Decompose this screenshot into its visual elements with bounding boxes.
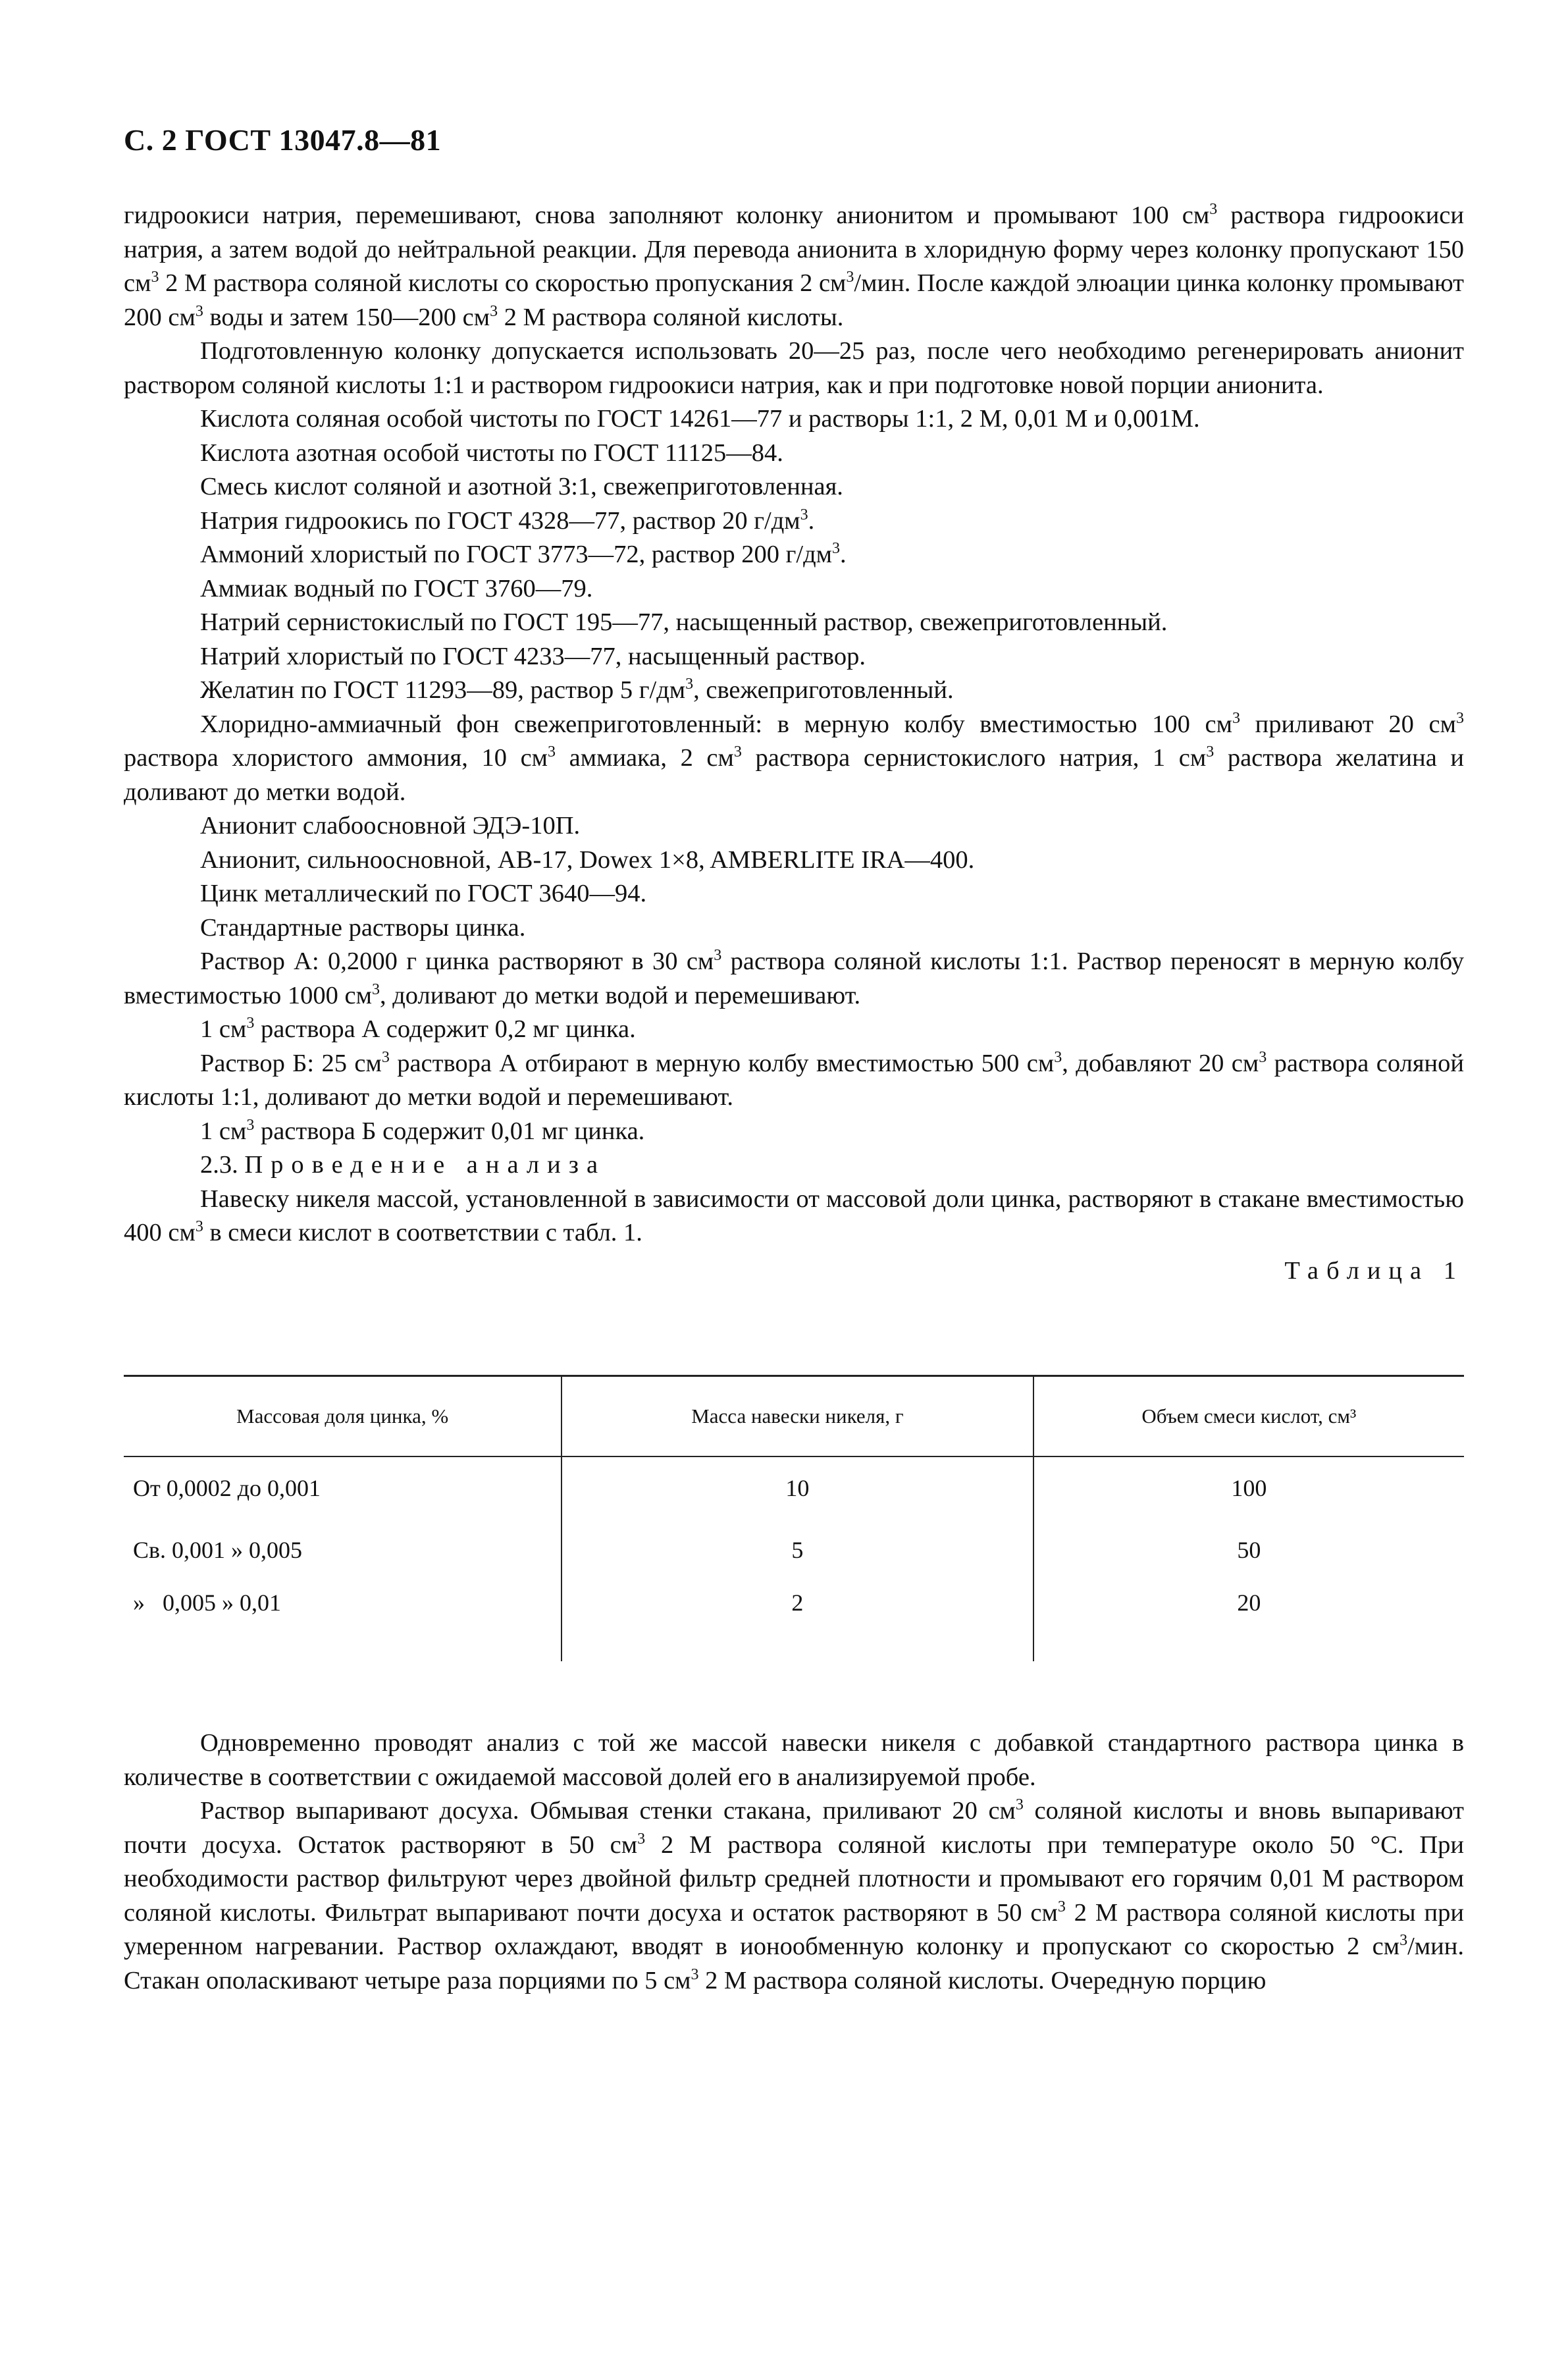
paragraph: Одновременно проводят анализ с той же массой навески никеля с добавкой стандартного раствора цинка в количестве в соответствии с ожидаемой массовой долей его в анализируемой пробе. — [124, 1729, 1464, 1791]
reagent-item: Раствор Б: 25 $см^3$ раствора А отбирают в мерную колбу вместимостью 500 $см^3$, добавляют 20 $см^3$ раствора соляной кислоты 1:1, доливают до метки водой и перемешивают. — [124, 1048, 1464, 1111]
reagent-item: Раствор А: 0,2000 г цинка растворяют в 30 $см^3$ раствора соляной кислоты 1:1. Раствор переносят в мерную колбу вместимостью 1000 $см^3$, доливают до метки водой и перемешивают. — [124, 947, 1464, 1009]
table-cell: 5 — [562, 1519, 1033, 1581]
table-row — [124, 1581, 1464, 1661]
table-cell: 100 — [1033, 1456, 1464, 1519]
paragraph: Подготовленную колонку допускается использовать 20—25 раз, после чего необходимо регенерировать анионит раствором соляной кислоты 1:1 и раствором гидроокиси натрия, как и при подготовке новой порции анионита. — [124, 337, 1464, 399]
text-block-lower — [124, 1726, 1464, 1998]
table-cell: 20 — [1033, 1581, 1464, 1661]
page-header: С. 2 ГОСТ 13047.8—81 — [124, 123, 442, 157]
reagent-item: Натрий хлористый по ГОСТ 4233—77, насыщенный раствор. — [200, 642, 866, 670]
table-cell: » 0,005 » 0,01 — [124, 1581, 562, 1661]
reagent-item: Желатин по ГОСТ 11293—89, раствор 5 $г/дм^3$, свежеприготовленный. — [200, 676, 954, 704]
table-header-cell: Объем смеси кислот, см³ — [1033, 1376, 1464, 1457]
reagent-item: 1 $см^3$ раствора Б содержит 0,01 мг цинка. — [200, 1116, 645, 1145]
reagent-item: Кислота азотная особой чистоты по ГОСТ 11125—84. — [200, 439, 783, 467]
reagent-item: Аммоний хлористый по ГОСТ 3773—72, раствор 200 $г/дм^3$. — [200, 540, 847, 568]
reagent-item: Кислота соляная особой чистоты по ГОСТ 14261—77 и растворы 1:1, 2 М, 0,01 М и 0,001М. — [200, 405, 1200, 433]
table-row — [124, 1456, 1464, 1519]
table-row — [124, 1519, 1464, 1581]
text-block-upper — [124, 199, 1464, 1288]
section-title: Проведение анализа — [244, 1151, 606, 1179]
paragraph: Раствор выпаривают досуха. Обмывая стенки стакана, приливают 20 $см^3$ соляной кислоты и вновь выпаривают почти досуха. Остаток растворяют в 50 $см^3$ 2 М раствора соляной кислоты при температуре около 50 °С. При необходимости раствор фильтруют через двойной фильтр средней плотности и промывают его горячим 0,01 М раствором соляной кислоты. Фильтрат выпаривают почти досуха и остаток растворяют в 50 $см^3$ 2 М раствора соляной кислоты при умеренном нагревании. Раствор охлаждают, вводят в ионообменную колонку и пропускают со скоростью 2 $см^3$/мин. Стакан ополаскивают четыре раза порциями по 5 $см^3$ 2 М раствора соляной кислоты. Очередную порцию — [124, 1796, 1465, 1994]
table-cell: 2 — [562, 1581, 1033, 1661]
section-number: 2.3. — [200, 1151, 238, 1179]
reagent-item: 1 $см^3$ раствора А содержит 0,2 мг цинка. — [200, 1015, 636, 1043]
paragraph: Навеску никеля массой, установленной в зависимости от массовой доли цинка, растворяют в стакане вместимостью 400 $см^3$ в смеси кислот в соответствии с табл. 1. — [124, 1185, 1464, 1246]
table-cell: Св. 0,001 » 0,005 — [124, 1519, 562, 1581]
reagent-item: Анионит, сильноосновной, АВ-17, Dowex 1×8, AMBERLITE IRA—400. — [200, 845, 975, 874]
reagent-item: Смесь кислот соляной и азотной 3:1, свежеприготовленная. — [200, 473, 843, 500]
table-cell: 50 — [1033, 1519, 1464, 1581]
section-heading — [124, 1148, 1464, 1183]
table-header-cell: Массовая доля цинка, % — [124, 1376, 562, 1457]
table-cell: От 0,0002 до 0,001 — [124, 1456, 562, 1519]
paragraph: гидроокиси натрия, перемешивают, снова заполняют колонку анионитом и промывают 100 $см^3$ раствора гидроокиси натрия, а затем водой до нейтральной реакции. Для перевода анионита в хлоридную форму через колонку пропускают 150 $см^3$ 2 М раствора соляной кислоты со скоростью пропускания 2 $см^3$/мин. После каждой элюации цинка колонку промывают 200 $см^3$ воды и затем 150—200 $см^3$ 2 М раствора соляной кислоты. — [124, 201, 1464, 331]
reagent-item: Анионит слабоосновной ЭДЭ-10П. — [200, 812, 581, 840]
table-cell: 10 — [562, 1456, 1033, 1519]
reagent-item: Хлоридно-аммиачный фон свежеприготовленный: в мерную колбу вместимостью 100 $см^3$ приливают 20 $см^3$ раствора хлористого аммония, 10 $см^3$ аммиака, 2 $см^3$ раствора сернистокислого натрия, 1 $см^3$ раствора желатина и доливают до метки водой. — [124, 709, 1465, 806]
table-header-row — [124, 1376, 1464, 1457]
reagent-item: Аммиак водный по ГОСТ 3760—79. — [200, 574, 593, 602]
reagent-item: Стандартные растворы цинка. — [200, 913, 526, 942]
table-header-cell: Масса навески никеля, г — [562, 1376, 1033, 1457]
reagent-item: Цинк металлический по ГОСТ 3640—94. — [200, 880, 647, 907]
reagent-item: Натрия гидроокись по ГОСТ 4328—77, раствор 20 $г/дм^3$. — [200, 506, 815, 535]
table-caption: Таблица 1 — [1284, 1256, 1464, 1285]
table-1 — [124, 1375, 1464, 1661]
reagent-item: Натрий сернистокислый по ГОСТ 195—77, насыщенный раствор, свежеприготовленный. — [200, 608, 1168, 636]
